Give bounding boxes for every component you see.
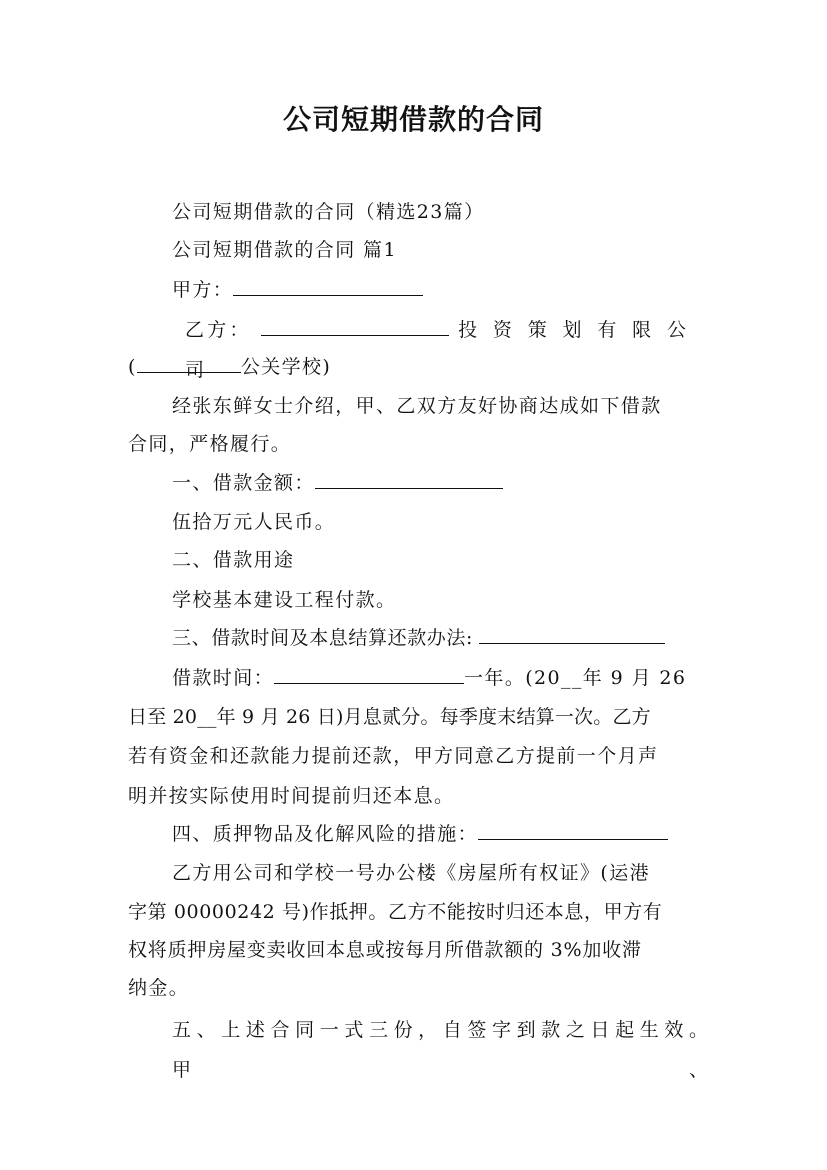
item3-line4: 明并按实际使用时间提前归还本息。 <box>128 785 455 807</box>
item1-line <box>172 463 700 503</box>
document-title: 公司短期借款的合同 <box>282 103 544 136</box>
item3-line3: 若有资金和还款能力提前还款，甲方同意乙方提前一个月声 <box>128 745 659 767</box>
section-heading: 公司短期借款的合同 篇1 <box>172 239 397 261</box>
party-b-label: 乙方： <box>185 319 252 341</box>
borrow-time-blank <box>274 661 464 684</box>
party-b-school-line <box>128 347 700 387</box>
item3-line1 <box>172 658 700 698</box>
party-a-blank <box>233 273 423 296</box>
party-b-school: 公关学校) <box>240 356 332 378</box>
item4-label: 四、质押物品及化解风险的措施： <box>172 823 479 845</box>
item3-line2: 日至 20__年 9 月 26 日)月息贰分。每季度末结算一次。乙方 <box>128 706 651 728</box>
party-a-line <box>172 270 700 310</box>
item4-line1: 乙方用公司和学校一号办公楼《房屋所有权证》(运港 <box>172 862 651 884</box>
item1-value: 伍拾万元人民币。 <box>172 511 336 533</box>
item3-line <box>172 618 700 658</box>
item4-line2: 字第 00000242 号)作抵押。乙方不能按时归还本息，甲方有 <box>128 901 663 923</box>
item4-line <box>172 814 700 854</box>
party-b-school-blank <box>137 350 241 373</box>
party-b-blank <box>261 313 449 336</box>
borrow-time-text: 一年。(20__年 9 月 26 <box>464 667 687 689</box>
intro-line-2: 合同，严格履行。 <box>128 433 292 455</box>
item1-blank <box>315 466 503 489</box>
party-b-company: 投资策划有限公司 <box>185 319 700 381</box>
item4-line3: 权将质押房屋变卖收回本息或按每月所借款额的 3%加收滞 <box>128 939 642 961</box>
borrow-time-label: 借款时间： <box>172 667 275 689</box>
item5-line1: 五、上述合同一式三份，自签字到款之日起生效。甲、 <box>172 1019 712 1081</box>
item4-line4: 纳金。 <box>128 977 190 999</box>
intro-line-1: 经张东鲜女士介绍，甲、乙双方友好协商达成如下借款 <box>172 395 662 417</box>
party-b-paren-open: ( <box>128 356 137 378</box>
item2-label: 二、借款用途 <box>172 549 295 571</box>
party-a-label: 甲方： <box>172 279 234 301</box>
document-subtitle: 公司短期借款的合同（精选23篇） <box>172 201 485 223</box>
item2-value: 学校基本建设工程付款。 <box>172 589 397 611</box>
item4-blank <box>478 817 668 840</box>
item3-label: 三、借款时间及本息结算还款办法: <box>172 627 474 649</box>
item3-blank <box>479 621 665 644</box>
item1-label: 一、借款金额： <box>172 472 315 494</box>
